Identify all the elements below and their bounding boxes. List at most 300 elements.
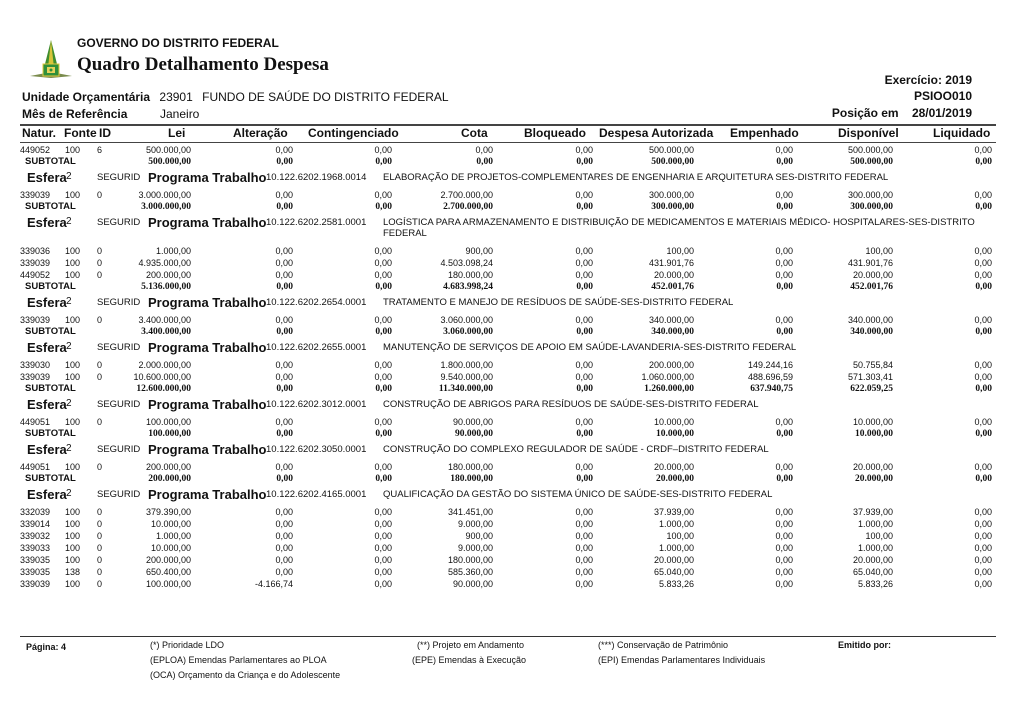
liquidado-cell: 0,00 [974,579,992,589]
bloqueado-cell: 0,00 [575,258,593,268]
despesa-cell: 65.040,00 [653,567,694,577]
segment-code: SEGURID [97,489,141,500]
bloqueado-cell: 0,00 [575,145,593,155]
segment-code: SEGURID [97,297,141,308]
natur-cell: 339032 [20,531,51,541]
subtotal-contingenciado-cell: 0,00 [375,429,392,439]
subtotal-cota-cell: 4.683.998,24 [443,282,493,292]
alteracao-cell: 0,00 [275,315,293,325]
empenhado-cell: 0,00 [775,246,793,256]
programa-trabalho-label: Programa Trabalho [148,397,267,412]
contingenciado-cell: 0,00 [374,246,392,256]
disponivel-cell: 500.000,00 [847,145,893,155]
despesa-cell: 100,00 [666,246,694,256]
esfera-header [0,487,1024,503]
subtotal-disponivel-cell: 340.000,00 [850,327,893,337]
table-row [0,507,1024,519]
fonte-cell: 100 [65,246,81,256]
subtotal-label: SUBTOTAL [25,156,76,167]
subtotal-row [0,384,1024,397]
lei-cell: 10.000,00 [150,519,191,529]
programa-trabalho-code: 10.122.6202.3050.0001 [266,444,367,455]
table-row [0,190,1024,202]
subtotal-label: SUBTOTAL [25,326,76,337]
page-number [26,642,66,652]
lei-cell: 1.000,00 [155,531,191,541]
empenhado-cell: 0,00 [775,462,793,472]
programa-trabalho-description: TRATAMENTO E MANEJO DE RESÍDUOS DE SAÚDE-SES-DISTRITO FEDERAL [383,297,734,308]
subtotal-despesa-cell: 500.000,00 [651,157,694,167]
subtotal-alteracao-cell: 0,00 [276,474,293,484]
despesa-cell: 500.000,00 [648,145,694,155]
lei-cell: 10.600.000,00 [133,372,191,382]
contingenciado-cell: 0,00 [374,270,392,280]
fonte-cell: 100 [65,543,81,553]
cota-cell: 180.000,00 [447,462,493,472]
subtotal-despesa-cell: 340.000,00 [651,327,694,337]
lei-cell: 100.000,00 [145,417,191,427]
programa-trabalho-label: Programa Trabalho [148,340,267,355]
empenhado-cell: 0,00 [775,190,793,200]
bloqueado-cell: 0,00 [575,462,593,472]
fonte-cell: 100 [65,372,81,382]
subtotal-label: SUBTOTAL [25,473,76,484]
subtotal-despesa-cell: 452.001,76 [651,282,694,292]
cota-cell: 180.000,00 [447,555,493,565]
fonte-cell: 100 [65,519,81,529]
empenhado-cell: 0,00 [775,145,793,155]
fonte-cell: 100 [65,270,81,280]
liquidado-cell: 0,00 [974,315,992,325]
despesa-cell: 100,00 [666,531,694,541]
legend-epi: (EPI) Emendas Parlamentares Individuais [598,655,766,665]
cota-cell: 341.451,00 [447,507,493,517]
alteracao-cell: 0,00 [275,462,293,472]
liquidado-cell: 0,00 [974,417,992,427]
col-liquidado: Liquidado [933,126,991,140]
programa-trabalho-label: Programa Trabalho [148,295,267,310]
subtotal-lei-cell: 3.000.000,00 [141,202,191,212]
fonte-cell: 100 [65,531,81,541]
natur-cell: 449052 [20,270,51,280]
natur-cell: 339039 [20,258,51,268]
liquidado-cell: 0,00 [974,519,992,529]
table-row [0,372,1024,384]
esfera-header [0,215,1024,242]
subtotal-alteracao-cell: 0,00 [276,327,293,337]
lei-cell: 200.000,00 [145,555,191,565]
natur-cell: 339035 [20,567,51,577]
liquidado-cell: 0,00 [974,543,992,553]
cota-cell: 585.360,00 [447,567,493,577]
lei-cell: 4.935.000,00 [138,258,191,268]
cota-cell: 90.000,00 [452,417,493,427]
empenhado-cell: 0,00 [775,579,793,589]
cota-cell: 180.000,00 [447,270,493,280]
cota-cell: 2.700.000,00 [440,190,493,200]
liquidado-cell: 0,00 [974,507,992,517]
disponivel-cell: 20.000,00 [852,270,893,280]
subtotal-empenhado-cell: 0,00 [776,429,793,439]
subtotal-cota-cell: 90.000,00 [455,429,493,439]
bloqueado-cell: 0,00 [575,360,593,370]
table-row [0,315,1024,327]
segment-code: SEGURID [97,172,141,183]
contingenciado-cell: 0,00 [374,543,392,553]
cota-cell: 900,00 [465,246,493,256]
subtotal-lei-cell: 500.000,00 [148,157,191,167]
alteracao-cell: 0,00 [275,190,293,200]
table-row [0,567,1024,579]
report-body [0,145,1024,591]
bloqueado-cell: 0,00 [575,543,593,553]
programa-trabalho-description: QUALIFICAÇÃO DA GESTÃO DO SISTEMA ÚNICO DE SAÚDE-SES-DISTRITO FEDERAL [383,489,773,500]
empenhado-cell: 0,00 [775,555,793,565]
subtotal-despesa-cell: 10.000,00 [656,429,694,439]
subtotal-cota-cell: 0,00 [476,157,493,167]
alteracao-cell: 0,00 [275,258,293,268]
alteracao-cell: 0,00 [275,360,293,370]
id-cell: 0 [97,246,103,256]
programa-trabalho-label: Programa Trabalho [148,442,267,457]
despesa-cell: 20.000,00 [653,270,694,280]
segment-code: SEGURID [97,342,141,353]
liquidado-cell: 0,00 [974,360,992,370]
table-row [0,360,1024,372]
contingenciado-cell: 0,00 [374,190,392,200]
esfera-value: 2 [66,398,72,409]
subtotal-contingenciado-cell: 0,00 [375,384,392,394]
liquidado-cell: 0,00 [974,531,992,541]
despesa-cell: 20.000,00 [653,555,694,565]
cota-cell: 9.540.000,00 [440,372,493,382]
id-cell: 0 [97,555,103,565]
legend-prioridade: (*) Prioridade LDO [150,640,225,650]
natur-cell: 339014 [20,519,51,529]
contingenciado-cell: 0,00 [374,531,392,541]
lei-cell: 3.000.000,00 [138,190,191,200]
segment-code: SEGURID [97,217,141,228]
empenhado-cell: 0,00 [775,315,793,325]
col-fonte: Fonte [64,126,97,140]
id-cell: 0 [97,372,103,382]
subtotal-contingenciado-cell: 0,00 [375,474,392,484]
subtotal-row [0,202,1024,215]
bloqueado-cell: 0,00 [575,519,593,529]
alteracao-cell: 0,00 [275,145,293,155]
programa-trabalho-description: CONSTRUÇÃO DO COMPLEXO REGULADOR DE SAÚDE - CRDF–DISTRITO FEDERAL [383,444,769,455]
fonte-cell: 100 [65,462,81,472]
empenhado-cell: 0,00 [775,507,793,517]
contingenciado-cell: 0,00 [374,315,392,325]
fonte-cell: 100 [65,145,81,155]
legend-eploa: (EPLOA) Emendas Parlamentares ao PLOA [150,655,327,665]
despesa-cell: 5.833,26 [658,579,694,589]
contingenciado-cell: 0,00 [374,145,392,155]
id-cell: 0 [97,543,103,553]
bloqueado-cell: 0,00 [575,507,593,517]
esfera-value: 2 [66,488,72,499]
id-cell: 0 [97,579,103,589]
natur-cell: 339035 [20,555,51,565]
programa-trabalho-code: 10.122.6202.1968.0014 [266,172,367,183]
subtotal-despesa-cell: 1.260.000,00 [644,384,694,394]
posicao-value: 28/01/2019 [911,106,972,120]
subtotal-bloqueado-cell: 0,00 [576,429,593,439]
unidade-code: 23901 [159,90,193,104]
segment-code: SEGURID [97,444,141,455]
column-headers [0,126,1024,142]
lei-cell: 200.000,00 [145,270,191,280]
programa-trabalho-label: Programa Trabalho [148,170,267,185]
government-name: GOVERNO DO DISTRITO FEDERAL [77,36,279,50]
liquidado-cell: 0,00 [974,567,992,577]
esfera-value: 2 [66,171,72,182]
unidade-name: FUNDO DE SAÚDE DO DISTRITO FEDERAL [202,90,449,104]
id-cell: 0 [97,462,103,472]
subtotal-label: SUBTOTAL [25,428,76,439]
esfera-label: Esfera [27,487,67,502]
programa-trabalho-description: MANUTENÇÃO DE SERVIÇOS DE APOIO EM SAÚDE-LAVANDERIA-SES-DISTRITO FEDERAL [383,342,797,353]
esfera-label: Esfera [27,215,67,230]
disponivel-cell: 20.000,00 [852,555,893,565]
disponivel-cell: 431.901,76 [847,258,893,268]
lei-cell: 650.400,00 [145,567,191,577]
contingenciado-cell: 0,00 [374,258,392,268]
bloqueado-cell: 0,00 [575,555,593,565]
subtotal-label: SUBTOTAL [25,383,76,394]
natur-cell: 339039 [20,315,51,325]
contingenciado-cell: 0,00 [374,462,392,472]
subtotal-row [0,327,1024,340]
esfera-header [0,442,1024,458]
liquidado-cell: 0,00 [974,555,992,565]
disponivel-cell: 100,00 [865,246,893,256]
bloqueado-cell: 0,00 [575,567,593,577]
table-row [0,519,1024,531]
fonte-cell: 100 [65,507,81,517]
id-cell: 0 [97,270,103,280]
despesa-cell: 431.901,76 [648,258,694,268]
subtotal-row [0,429,1024,442]
page-label: Página: [26,642,59,652]
posicao-label: Posição em [831,106,899,120]
subtotal-empenhado-cell: 0,00 [776,282,793,292]
alteracao-cell: 0,00 [275,372,293,382]
esfera-label: Esfera [27,340,67,355]
subtotal-bloqueado-cell: 0,00 [576,202,593,212]
col-bloqueado: Bloqueado [524,126,586,140]
id-cell: 0 [97,315,103,325]
legend-oca: (OCA) Orçamento da Criança e do Adolescente [150,670,341,680]
id-cell: 0 [97,190,103,200]
subtotal-empenhado-cell: 0,00 [776,327,793,337]
liquidado-cell: 0,00 [974,462,992,472]
lei-cell: 200.000,00 [145,462,191,472]
empenhado-cell: 0,00 [775,519,793,529]
disponivel-cell: 50.755,84 [852,360,893,370]
bloqueado-cell: 0,00 [575,190,593,200]
subtotal-liquidado-cell: 0,00 [975,202,992,212]
subtotal-empenhado-cell: 0,00 [776,202,793,212]
natur-cell: 332039 [20,507,51,517]
disponivel-cell: 571.303,41 [847,372,893,382]
contingenciado-cell: 0,00 [374,417,392,427]
contingenciado-cell: 0,00 [374,372,392,382]
table-row [0,258,1024,270]
subtotal-contingenciado-cell: 0,00 [375,157,392,167]
liquidado-cell: 0,00 [974,190,992,200]
cota-cell: 900,00 [465,531,493,541]
subtotal-bloqueado-cell: 0,00 [576,474,593,484]
subtotal-cota-cell: 2.700.000,00 [443,202,493,212]
cota-cell: 1.800.000,00 [440,360,493,370]
programa-trabalho-description: LOGÍSTICA PARA ARMAZENAMENTO E DISTRIBUIÇÃO DE MEDICAMENTOS E MATERIAIS MÉDICO- HOSPITALARES-SES-DISTRITO FEDERAL [383,217,975,239]
esfera-header [0,397,1024,413]
subtotal-liquidado-cell: 0,00 [975,157,992,167]
bloqueado-cell: 0,00 [575,270,593,280]
programa-trabalho-label: Programa Trabalho [148,487,267,502]
subtotal-cota-cell: 180.000,00 [450,474,493,484]
programa-trabalho-code: 10.122.6202.3012.0001 [266,399,367,410]
footer-divider [20,636,996,637]
liquidado-cell: 0,00 [974,246,992,256]
cota-cell: 9.000,00 [457,543,493,553]
esfera-label: Esfera [27,397,67,412]
subtotal-cota-cell: 3.060.000,00 [443,327,493,337]
despesa-cell: 20.000,00 [653,462,694,472]
natur-cell: 449051 [20,462,51,472]
table-row [0,246,1024,258]
disponivel-cell: 20.000,00 [852,462,893,472]
despesa-cell: 1.060.000,00 [641,372,694,382]
liquidado-cell: 0,00 [974,145,992,155]
posicao [832,106,972,120]
alteracao-cell: 0,00 [275,246,293,256]
subtotal-empenhado-cell: 637.940,75 [750,384,793,394]
lei-cell: 379.390,00 [145,507,191,517]
empenhado-cell: 0,00 [775,543,793,553]
subtotal-liquidado-cell: 0,00 [975,282,992,292]
subtotal-contingenciado-cell: 0,00 [375,327,392,337]
alteracao-cell: -4.166,74 [254,579,293,589]
contingenciado-cell: 0,00 [374,519,392,529]
id-cell: 0 [97,567,103,577]
table-row [0,145,1024,157]
empenhado-cell: 0,00 [775,417,793,427]
esfera-value: 2 [66,341,72,352]
natur-cell: 449051 [20,417,51,427]
alteracao-cell: 0,00 [275,555,293,565]
id-cell: 0 [97,417,103,427]
cota-cell: 90.000,00 [452,579,493,589]
disponivel-cell: 340.000,00 [847,315,893,325]
bloqueado-cell: 0,00 [575,315,593,325]
fonte-cell: 100 [65,258,81,268]
fonte-cell: 100 [65,417,81,427]
subtotal-bloqueado-cell: 0,00 [576,282,593,292]
legend-conservacao: (***) Conservação de Patrimônio [598,640,729,650]
segment-code: SEGURID [97,399,141,410]
contingenciado-cell: 0,00 [374,579,392,589]
despesa-cell: 10.000,00 [653,417,694,427]
esfera-value: 2 [66,216,72,227]
lei-cell: 1.000,00 [155,246,191,256]
liquidado-cell: 0,00 [974,372,992,382]
subtotal-disponivel-cell: 500.000,00 [850,157,893,167]
mes-label: Mês de Referência [22,107,128,121]
report-title: Quadro Detalhamento Despesa [77,54,329,75]
table-row [0,543,1024,555]
bloqueado-cell: 0,00 [575,246,593,256]
disponivel-cell: 300.000,00 [847,190,893,200]
despesa-cell: 340.000,00 [648,315,694,325]
subtotal-disponivel-cell: 10.000,00 [855,429,893,439]
exercicio-label: Exercício: [884,73,942,87]
report-code: PSIOO010 [913,89,972,103]
exercicio [885,73,972,87]
subtotal-liquidado-cell: 0,00 [975,327,992,337]
disponivel-cell: 1.000,00 [857,543,893,553]
id-cell: 0 [97,531,103,541]
page-value: 4 [61,642,67,652]
col-cota: Cota [461,126,488,140]
col-contingenciado: Contingenciado [308,126,399,140]
table-row [0,417,1024,429]
despesa-cell: 1.000,00 [658,519,694,529]
bloqueado-cell: 0,00 [575,417,593,427]
contingenciado-cell: 0,00 [374,360,392,370]
esfera-value: 2 [66,296,72,307]
subtotal-alteracao-cell: 0,00 [276,202,293,212]
contingenciado-cell: 0,00 [374,555,392,565]
subtotal-bloqueado-cell: 0,00 [576,384,593,394]
subtotal-lei-cell: 100.000,00 [148,429,191,439]
disponivel-cell: 5.833,26 [857,579,893,589]
id-cell: 0 [97,258,103,268]
lei-cell: 10.000,00 [150,543,191,553]
fonte-cell: 100 [65,315,81,325]
contingenciado-cell: 0,00 [374,507,392,517]
col-alteracao: Alteração [233,126,288,140]
subtotal-label: SUBTOTAL [25,281,76,292]
col-id: ID [99,126,111,140]
subtotal-row [0,157,1024,170]
disponivel-cell: 37.939,00 [852,507,893,517]
col-empenhado: Empenhado [730,126,799,140]
alteracao-cell: 0,00 [275,519,293,529]
esfera-label: Esfera [27,442,67,457]
empenhado-cell: 0,00 [775,531,793,541]
programa-trabalho-code: 10.122.6202.4165.0001 [266,489,367,500]
subtotal-disponivel-cell: 20.000,00 [855,474,893,484]
esfera-label: Esfera [27,170,67,185]
subtotal-bloqueado-cell: 0,00 [576,327,593,337]
despesa-cell: 300.000,00 [648,190,694,200]
subtotal-disponivel-cell: 622.059,25 [850,384,893,394]
disponivel-cell: 1.000,00 [857,519,893,529]
id-cell: 0 [97,360,103,370]
liquidado-cell: 0,00 [974,270,992,280]
empenhado-cell: 488.696,59 [747,372,793,382]
natur-cell: 339033 [20,543,51,553]
subtotal-despesa-cell: 300.000,00 [651,202,694,212]
natur-cell: 449052 [20,145,51,155]
col-lei: Lei [168,126,186,140]
programa-trabalho-code: 10.122.6202.2654.0001 [266,297,367,308]
cota-cell: 0,00 [475,145,493,155]
id-cell: 6 [97,145,103,155]
